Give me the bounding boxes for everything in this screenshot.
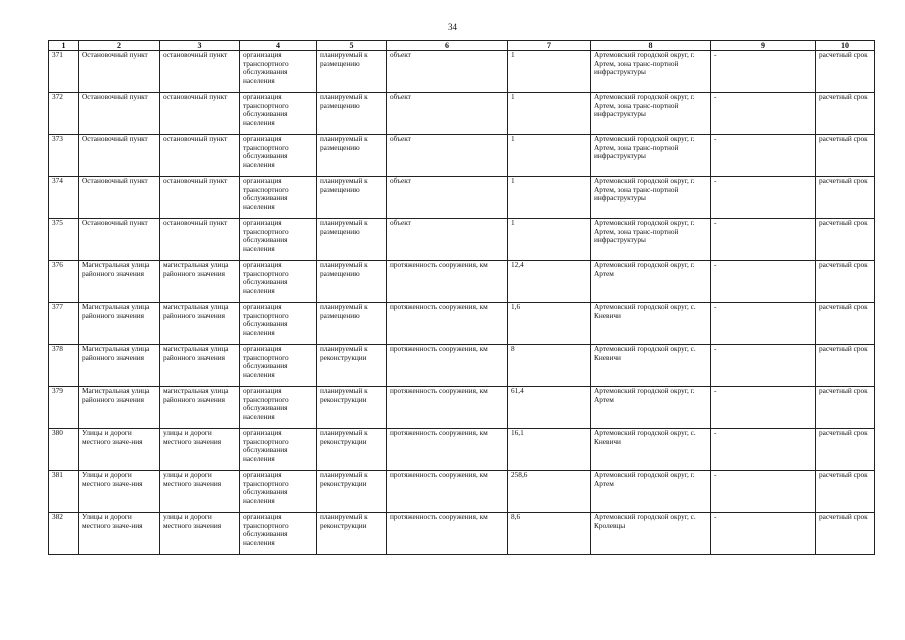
cell-term: расчетный срок (816, 93, 875, 135)
cell-value: 1,6 (508, 303, 591, 345)
cell-object-type: остановочный пункт (160, 135, 240, 177)
cell-term: расчетный срок (816, 261, 875, 303)
cell-object-name: Улицы и дороги местного значе-ния (79, 471, 160, 513)
cell-number: 380 (49, 429, 79, 471)
cell-value: 1 (508, 135, 591, 177)
cell-zone: - (711, 387, 816, 429)
cell-number: 373 (49, 135, 79, 177)
column-header: 3 (160, 41, 240, 51)
cell-location: Артемовский городской округ, г. Артем, зона транс-портной инфраструктуры (591, 51, 711, 93)
cell-term: расчетный срок (816, 51, 875, 93)
cell-object-type: остановочный пункт (160, 219, 240, 261)
table-row (49, 387, 875, 429)
cell-number: 374 (49, 177, 79, 219)
cell-zone: - (711, 429, 816, 471)
cell-value: 8,6 (508, 513, 591, 555)
cell-parameter: протяженность сооружения, км (387, 261, 508, 303)
cell-value: 1 (508, 51, 591, 93)
column-header: 10 (816, 41, 875, 51)
cell-value: 8 (508, 345, 591, 387)
column-header: 6 (387, 41, 508, 51)
table-row (49, 219, 875, 261)
cell-value: 258,6 (508, 471, 591, 513)
cell-term: расчетный срок (816, 471, 875, 513)
cell-purpose: организация транспортного обслуживания населения (240, 387, 317, 429)
cell-purpose: организация транспортного обслуживания населения (240, 135, 317, 177)
cell-object-name: Остановочный пункт (79, 219, 160, 261)
planning-table (48, 40, 875, 555)
cell-location: Артемовский городской округ, г. Артем (591, 261, 711, 303)
cell-object-name: Магистральная улица районного значения (79, 387, 160, 429)
table-row (49, 471, 875, 513)
cell-object-type: улицы и дороги местного значения (160, 513, 240, 555)
cell-status: планируемый к размещению (317, 135, 387, 177)
cell-object-name: Остановочный пункт (79, 93, 160, 135)
cell-number: 376 (49, 261, 79, 303)
cell-zone: - (711, 261, 816, 303)
cell-object-name: Улицы и дороги местного значе-ния (79, 513, 160, 555)
cell-number: 381 (49, 471, 79, 513)
cell-purpose: организация транспортного обслуживания населения (240, 303, 317, 345)
cell-zone: - (711, 345, 816, 387)
column-header: 4 (240, 41, 317, 51)
cell-number: 371 (49, 51, 79, 93)
cell-object-type: остановочный пункт (160, 51, 240, 93)
cell-number: 378 (49, 345, 79, 387)
cell-parameter: протяженность сооружения, км (387, 513, 508, 555)
cell-status: планируемый к размещению (317, 93, 387, 135)
cell-value: 16,1 (508, 429, 591, 471)
cell-purpose: организация транспортного обслуживания населения (240, 51, 317, 93)
cell-purpose: организация транспортного обслуживания населения (240, 93, 317, 135)
table-row (49, 513, 875, 555)
cell-location: Артемовский городской округ, с. Кневичи (591, 429, 711, 471)
cell-value: 61,4 (508, 387, 591, 429)
cell-object-name: Магистральная улица районного значения (79, 303, 160, 345)
column-header: 8 (591, 41, 711, 51)
cell-object-name: Остановочный пункт (79, 51, 160, 93)
cell-location: Артемовский городской округ, с. Кневичи (591, 345, 711, 387)
column-header: 7 (508, 41, 591, 51)
cell-number: 377 (49, 303, 79, 345)
cell-status: планируемый к реконструкции (317, 345, 387, 387)
cell-parameter: объект (387, 51, 508, 93)
page-number: 34 (448, 22, 457, 32)
cell-object-type: магистральная улица районного значения (160, 345, 240, 387)
cell-parameter: объект (387, 93, 508, 135)
cell-parameter: объект (387, 135, 508, 177)
cell-location: Артемовский городской округ, г. Артем (591, 471, 711, 513)
cell-status: планируемый к реконструкции (317, 471, 387, 513)
cell-number: 372 (49, 93, 79, 135)
table-row (49, 261, 875, 303)
table-row (49, 135, 875, 177)
column-header: 5 (317, 41, 387, 51)
cell-object-name: Улицы и дороги местного значе-ния (79, 429, 160, 471)
table-header (49, 41, 875, 51)
cell-term: расчетный срок (816, 429, 875, 471)
cell-status: планируемый к реконструкции (317, 513, 387, 555)
cell-location: Артемовский городской округ, г. Артем, зона транс-портной инфраструктуры (591, 93, 711, 135)
cell-term: расчетный срок (816, 387, 875, 429)
cell-status: планируемый к реконструкции (317, 387, 387, 429)
cell-parameter: протяженность сооружения, км (387, 345, 508, 387)
table-row (49, 345, 875, 387)
cell-purpose: организация транспортного обслуживания населения (240, 261, 317, 303)
cell-zone: - (711, 93, 816, 135)
table-row (49, 177, 875, 219)
cell-purpose: организация транспортного обслуживания населения (240, 219, 317, 261)
column-header: 2 (79, 41, 160, 51)
cell-status: планируемый к размещению (317, 219, 387, 261)
cell-object-type: остановочный пункт (160, 177, 240, 219)
cell-status: планируемый к размещению (317, 303, 387, 345)
table-body (49, 51, 875, 555)
column-header: 9 (711, 41, 816, 51)
cell-term: расчетный срок (816, 303, 875, 345)
table-row (49, 303, 875, 345)
cell-zone: - (711, 51, 816, 93)
cell-zone: - (711, 177, 816, 219)
table-row (49, 429, 875, 471)
cell-number: 379 (49, 387, 79, 429)
cell-zone: - (711, 135, 816, 177)
cell-status: планируемый к размещению (317, 51, 387, 93)
cell-object-type: магистральная улица районного значения (160, 387, 240, 429)
cell-location: Артемовский городской округ, г. Артем, зона транс-портной инфраструктуры (591, 219, 711, 261)
cell-purpose: организация транспортного обслуживания населения (240, 513, 317, 555)
cell-object-type: магистральная улица районного значения (160, 303, 240, 345)
cell-parameter: протяженность сооружения, км (387, 303, 508, 345)
cell-value: 1 (508, 177, 591, 219)
cell-value: 1 (508, 93, 591, 135)
cell-object-name: Магистральная улица районного значения (79, 345, 160, 387)
cell-zone: - (711, 513, 816, 555)
cell-value: 1 (508, 219, 591, 261)
cell-object-type: улицы и дороги местного значения (160, 471, 240, 513)
cell-purpose: организация транспортного обслуживания населения (240, 471, 317, 513)
cell-location: Артемовский городской округ, с. Кневичи (591, 303, 711, 345)
cell-status: планируемый к размещению (317, 177, 387, 219)
cell-term: расчетный срок (816, 513, 875, 555)
cell-value: 12,4 (508, 261, 591, 303)
cell-term: расчетный срок (816, 135, 875, 177)
cell-zone: - (711, 219, 816, 261)
column-header: 1 (49, 41, 79, 51)
cell-purpose: организация транспортного обслуживания населения (240, 177, 317, 219)
cell-object-type: улицы и дороги местного значения (160, 429, 240, 471)
cell-term: расчетный срок (816, 345, 875, 387)
cell-object-name: Остановочный пункт (79, 135, 160, 177)
cell-term: расчетный срок (816, 219, 875, 261)
cell-zone: - (711, 471, 816, 513)
cell-location: Артемовский городской округ, г. Артем (591, 387, 711, 429)
cell-number: 382 (49, 513, 79, 555)
cell-object-name: Магистральная улица районного значения (79, 261, 160, 303)
cell-location: Артемовский городской округ, г. Артем, зона транс-портной инфраструктуры (591, 177, 711, 219)
cell-object-name: Остановочный пункт (79, 177, 160, 219)
cell-parameter: объект (387, 177, 508, 219)
table-row (49, 93, 875, 135)
cell-parameter: объект (387, 219, 508, 261)
cell-status: планируемый к размещению (317, 261, 387, 303)
cell-status: планируемый к реконструкции (317, 429, 387, 471)
cell-purpose: организация транспортного обслуживания населения (240, 429, 317, 471)
cell-term: расчетный срок (816, 177, 875, 219)
cell-parameter: протяженность сооружения, км (387, 471, 508, 513)
cell-zone: - (711, 303, 816, 345)
cell-number: 375 (49, 219, 79, 261)
table-row (49, 51, 875, 93)
cell-location: Артемовский городской округ, г. Артем, зона транс-портной инфраструктуры (591, 135, 711, 177)
cell-object-type: остановочный пункт (160, 93, 240, 135)
cell-purpose: организация транспортного обслуживания населения (240, 345, 317, 387)
cell-parameter: протяженность сооружения, км (387, 429, 508, 471)
cell-parameter: протяженность сооружения, км (387, 387, 508, 429)
cell-object-type: магистральная улица районного значения (160, 261, 240, 303)
cell-location: Артемовский городской округ, с. Кролевцы (591, 513, 711, 555)
